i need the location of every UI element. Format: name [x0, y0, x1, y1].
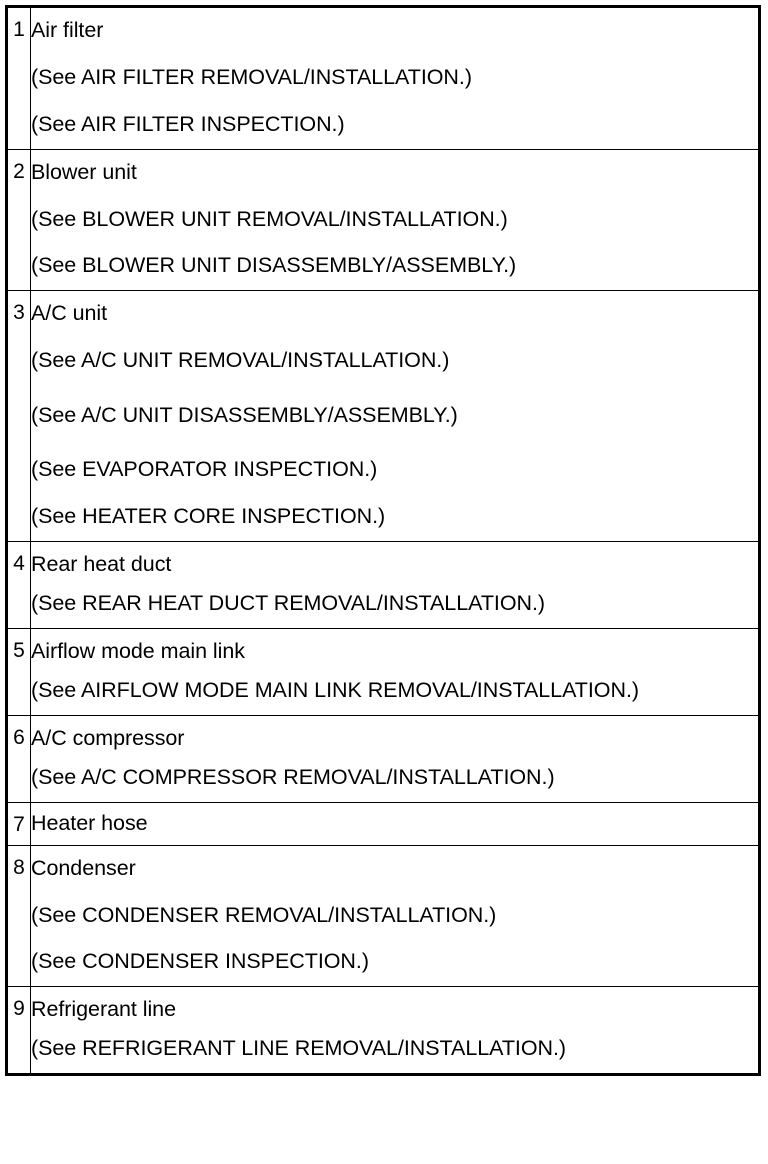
- item-number-cell: [7, 802, 31, 845]
- item-number-cell: [7, 541, 31, 628]
- item-number: 6: [13, 725, 25, 749]
- parts-table-body: [7, 7, 760, 1075]
- item-reference: (See REAR HEAT DUCT REMOVAL/INSTALLATION.): [31, 590, 546, 615]
- item-reference: (See A/C UNIT DISASSEMBLY/ASSEMBLY.): [31, 402, 458, 427]
- item-number: 4: [13, 551, 25, 575]
- item-reference: (See AIRFLOW MODE MAIN LINK REMOVAL/INSTALLATION.): [31, 677, 639, 702]
- item-name: Blower unit: [31, 159, 137, 184]
- item-number-cell: [7, 149, 31, 291]
- item-reference: (See EVAPORATOR INSPECTION.): [31, 457, 378, 481]
- item-number: 5: [13, 638, 25, 662]
- item-description-cell: [31, 802, 760, 845]
- table-row: [7, 541, 760, 628]
- item-number: 9: [13, 997, 25, 1020]
- table-row: [7, 845, 760, 987]
- item-description-cell: [31, 541, 760, 628]
- item-name: Air filter: [31, 18, 104, 42]
- item-description-cell: [31, 987, 760, 1075]
- item-reference: (See REFRIGERANT LINE REMOVAL/INSTALLATION.): [31, 1036, 567, 1060]
- item-number-cell: [7, 7, 31, 150]
- item-name: Rear heat duct: [31, 551, 172, 576]
- item-reference: (See BLOWER UNIT REMOVAL/INSTALLATION.): [31, 206, 508, 231]
- item-name: A/C unit: [31, 301, 108, 325]
- item-number-cell: [7, 987, 31, 1075]
- item-description-cell: [31, 845, 760, 987]
- table-row: [7, 802, 760, 845]
- item-description-cell: [31, 7, 760, 150]
- table-row: [7, 715, 760, 802]
- item-reference: (See AIR FILTER REMOVAL/INSTALLATION.): [31, 65, 472, 89]
- item-reference: (See BLOWER UNIT DISASSEMBLY/ASSEMBLY.): [31, 253, 517, 277]
- item-name: Airflow mode main link: [31, 638, 245, 663]
- item-number-cell: [7, 715, 31, 802]
- item-description-cell: [31, 628, 760, 715]
- item-reference: (See HEATER CORE INSPECTION.): [31, 503, 386, 528]
- item-reference: (See CONDENSER INSPECTION.): [31, 949, 369, 973]
- item-number-cell: [7, 845, 31, 987]
- item-reference: (See A/C COMPRESSOR REMOVAL/INSTALLATION.): [31, 764, 555, 789]
- parts-table: [5, 5, 761, 1076]
- item-name: A/C compressor: [31, 725, 185, 750]
- table-row: [7, 628, 760, 715]
- table-row: [7, 7, 760, 150]
- item-number-cell: [7, 291, 31, 542]
- item-reference: (See A/C UNIT REMOVAL/INSTALLATION.): [31, 348, 450, 372]
- item-name: Condenser: [31, 855, 136, 880]
- item-reference: (See AIR FILTER INSPECTION.): [31, 111, 345, 136]
- item-description-cell: [31, 149, 760, 291]
- item-reference: (See CONDENSER REMOVAL/INSTALLATION.): [31, 902, 497, 927]
- item-number: 7: [13, 812, 25, 836]
- table-row: [7, 291, 760, 542]
- item-number: 2: [13, 159, 25, 183]
- item-description-cell: [31, 291, 760, 542]
- item-number-cell: [7, 628, 31, 715]
- item-number: 3: [13, 301, 25, 324]
- item-number: 8: [13, 855, 25, 879]
- item-description-cell: [31, 715, 760, 802]
- item-number: 1: [13, 18, 25, 41]
- item-name: Heater hose: [31, 810, 148, 835]
- table-row: [7, 149, 760, 291]
- item-name: Refrigerant line: [31, 997, 176, 1021]
- table-row: [7, 987, 760, 1075]
